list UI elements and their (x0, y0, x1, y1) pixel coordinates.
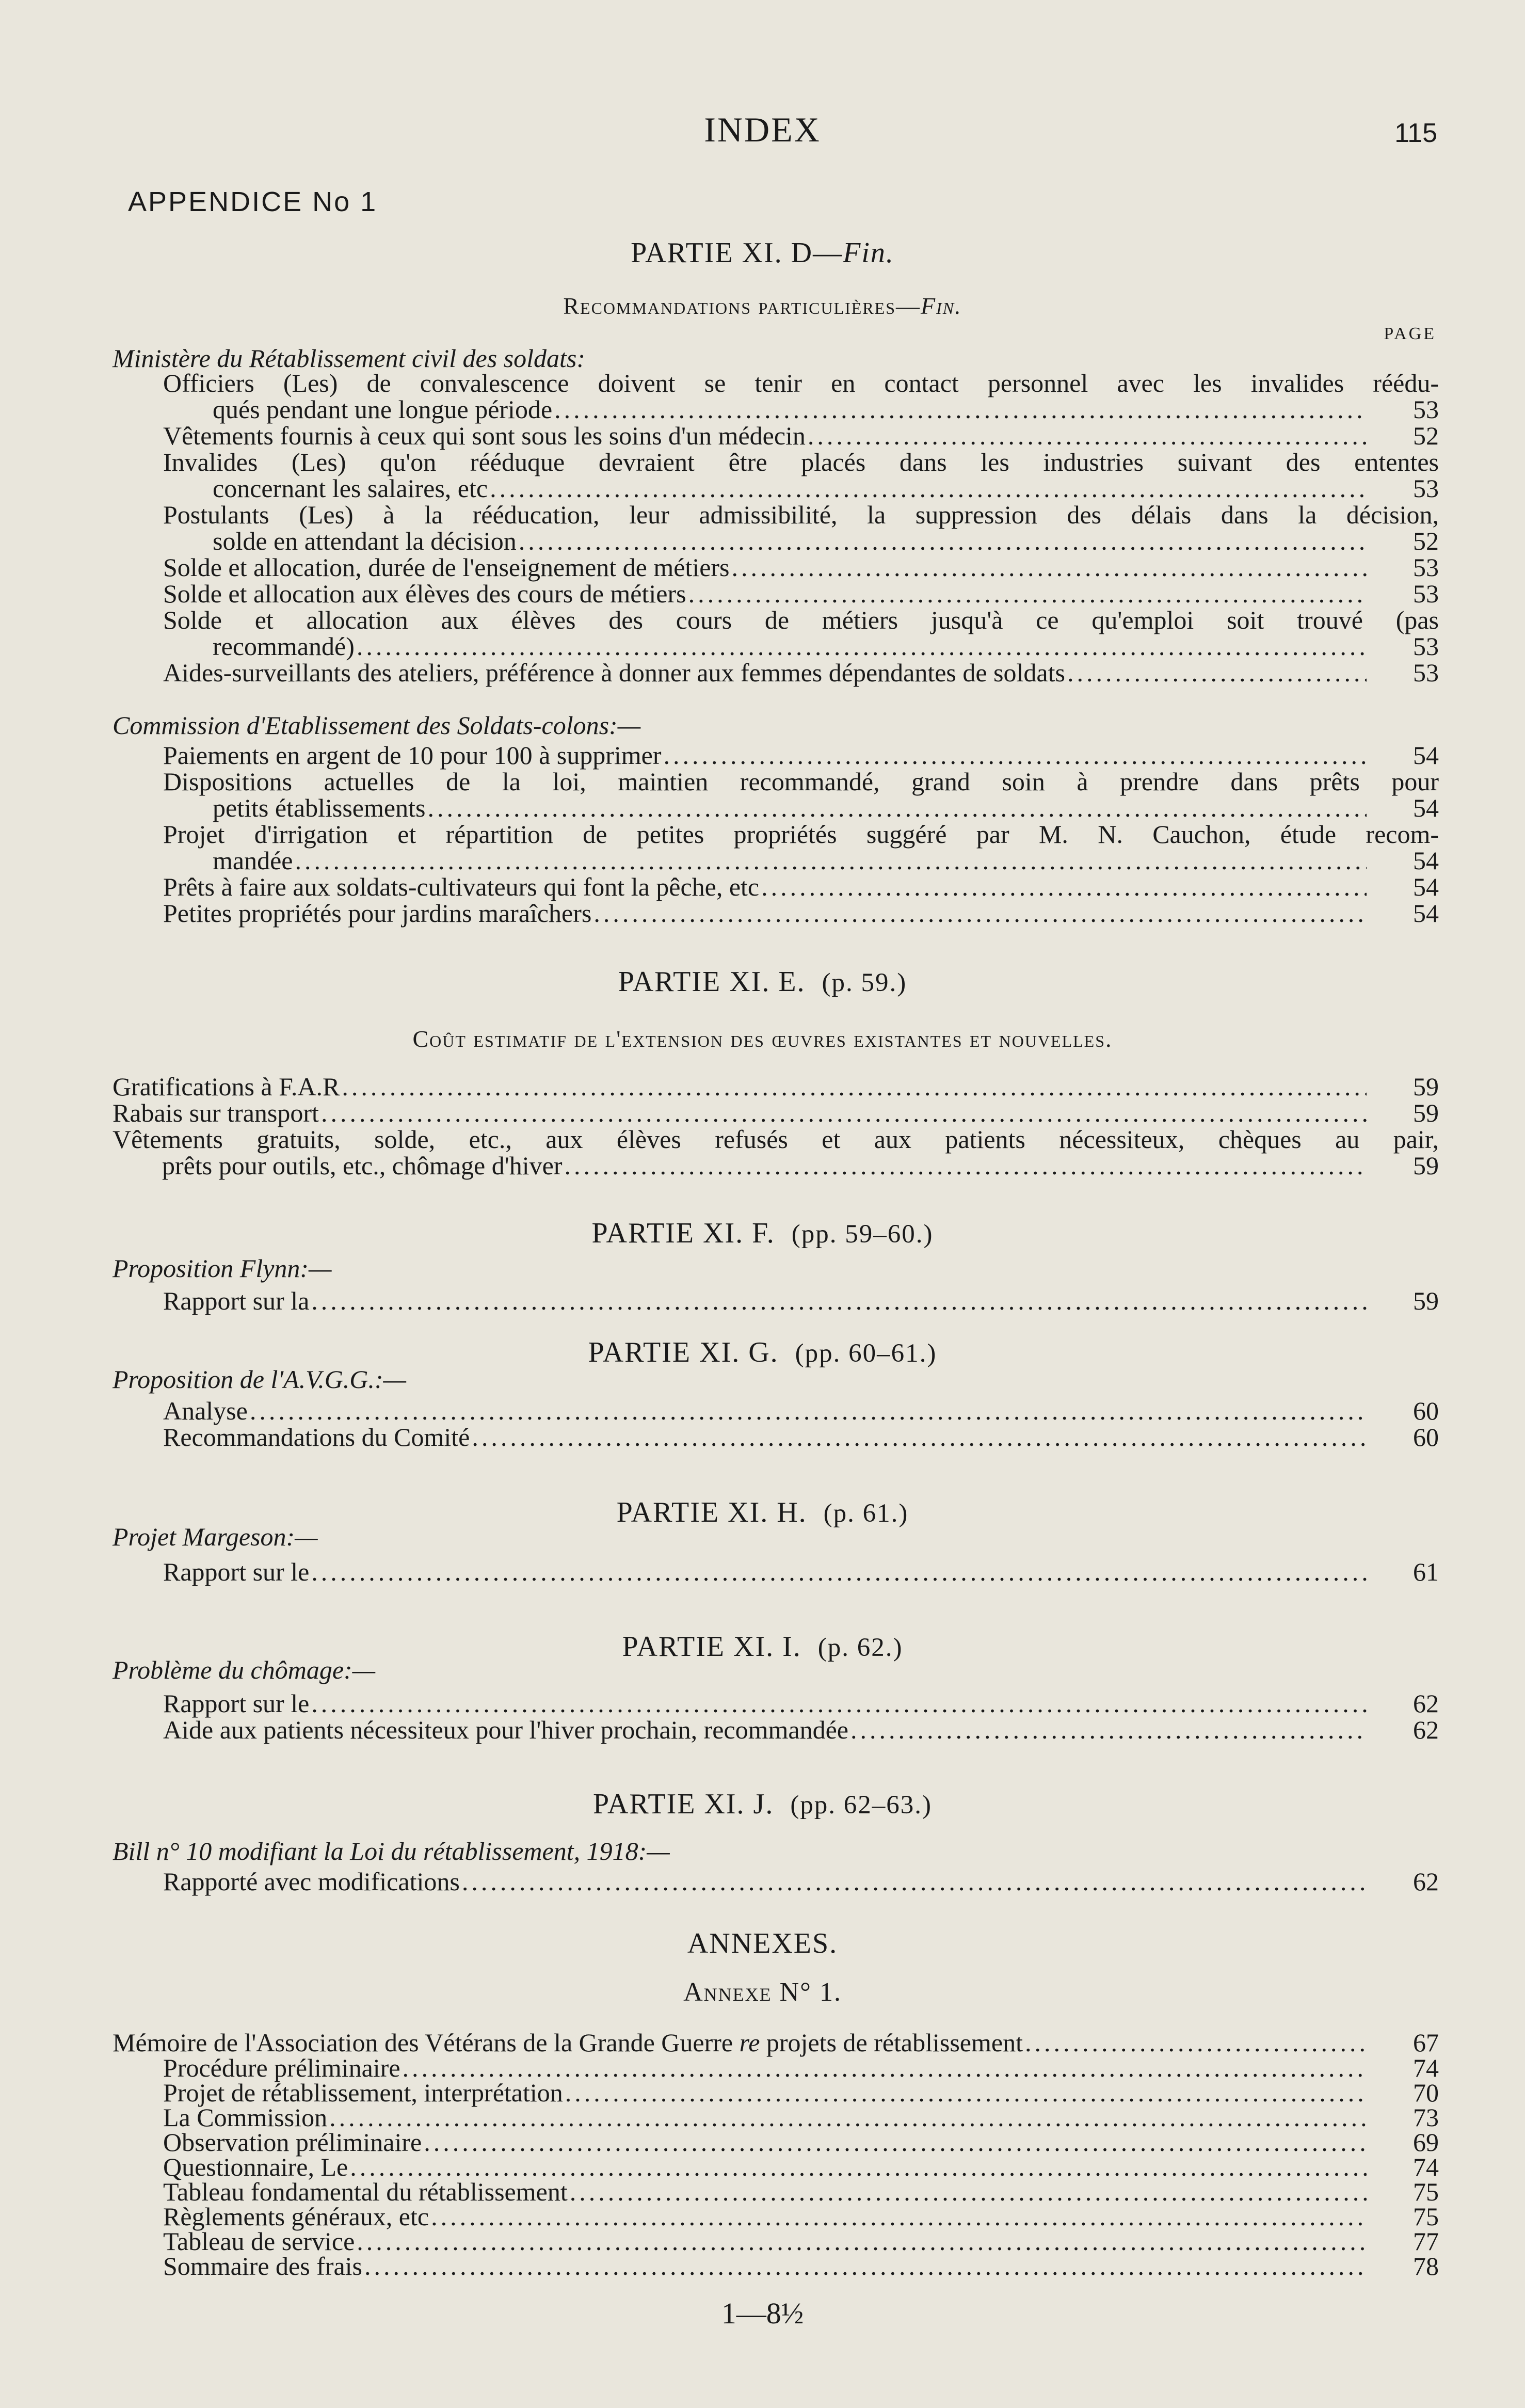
entry-line (163, 900, 1439, 927)
index-entry (163, 900, 1439, 927)
part-d-subheading-fin: Fin. (921, 293, 962, 319)
entry-text: Observation préliminaire (163, 2128, 422, 2157)
entry-text: Paiements en argent de 10 pour 100 à supprimer (163, 741, 662, 770)
entry-line (163, 795, 1439, 821)
part-page-ref: (pp. 62–63.) (790, 1791, 933, 1820)
entry-page: 54 (1413, 741, 1439, 770)
index-entry (163, 821, 1439, 874)
entry-page: 59 (1413, 1072, 1439, 1101)
entry-text: Recommandations du Comité (163, 1423, 470, 1452)
part-heading-text: PARTIE XI. J. (592, 1788, 774, 1820)
part-e-heading (0, 965, 1525, 998)
entry-page: 53 (1413, 474, 1439, 503)
entry-page: 54 (1413, 899, 1439, 928)
entry-line (163, 742, 1439, 769)
part-heading-text: PARTIE XI. F. (591, 1217, 775, 1249)
entry-text: mandée (213, 846, 293, 875)
entry-line (163, 528, 1439, 554)
entry-line (113, 1100, 1439, 1126)
index-entry (163, 1691, 1439, 1717)
entry-text-part: projets de rétablissement (760, 2028, 1023, 2057)
annexe-item (163, 2152, 1439, 2181)
entry-text-part: re (739, 2028, 760, 2057)
entry-line (163, 1691, 1439, 1717)
entry-page: 73 (1413, 2103, 1439, 2132)
entry-text: Aides-surveillants des ateliers, préférence à donner aux femmes dépendantes de soldats (163, 658, 1065, 687)
annexe-item (163, 2179, 1439, 2204)
entry-page: 70 (1413, 2078, 1439, 2107)
page-title: INDEX (704, 110, 821, 149)
index-entry (163, 742, 1439, 769)
entry-text: concernant les salaires, etc (213, 474, 488, 503)
entry-text: prêts pour outils, etc., chômage d'hiver (162, 1151, 563, 1180)
annexe-item-list (163, 2053, 1439, 2281)
entry-line (163, 1398, 1439, 1424)
entry-line: Solde et allocation aux élèves des cours de métiers jusqu'à ce qu'emploi soit trouvé (pas (163, 605, 1439, 634)
entry-page: 52 (1413, 421, 1439, 450)
annexe-item (163, 2130, 1439, 2155)
entry-line (163, 396, 1439, 423)
entry-text (113, 2030, 1025, 2056)
entry-page: 52 (1413, 527, 1439, 555)
entry-page: 53 (1413, 395, 1439, 424)
index-entry (163, 1869, 1439, 1895)
part-d-subheading-text: Recommandations particulières— (563, 293, 921, 319)
entry-text: Rapport sur le (163, 1557, 310, 1586)
appendix-label: APPENDICE No 1 (128, 186, 378, 217)
index-entry (163, 370, 1439, 423)
section-title: Commission d'Etablissement des Soldats-colons:— (113, 711, 641, 740)
index-entry (163, 660, 1439, 686)
entry-page: 62 (1413, 1689, 1439, 1718)
entry-page: 53 (1413, 553, 1439, 582)
index-entry (113, 1074, 1439, 1100)
entry-line: Vêtements gratuits, solde, etc., aux élèves refusés et aux patients nécessiteux, chèques au pair, (113, 1125, 1439, 1154)
entry-line (163, 475, 1439, 502)
entry-text: Solde et allocation aux élèves des cours de métiers (163, 579, 686, 608)
entry-page: 60 (1413, 1423, 1439, 1452)
entry-page: 60 (1413, 1396, 1439, 1425)
entry-line (163, 1288, 1439, 1314)
entry-text: Petites propriétés pour jardins maraîchers (163, 899, 592, 928)
entry-text: Rapporté avec modifications (163, 1867, 460, 1896)
entry-page: 53 (1413, 658, 1439, 687)
part-heading-text: PARTIE XI. I. (622, 1631, 801, 1663)
part-j-heading (0, 1788, 1525, 1821)
annexe-item (163, 2252, 1439, 2281)
entry-line (163, 1869, 1439, 1895)
entry-page: 53 (1413, 632, 1439, 661)
index-entry (163, 423, 1439, 449)
entry-text: Procédure préliminaire (163, 2053, 400, 2082)
entry-line (113, 2030, 1439, 2056)
signature-mark: 1—8½ (721, 2297, 804, 2330)
part-d-heading-fin: Fin. (843, 237, 894, 269)
index-entry (163, 1398, 1439, 1424)
entry-page: 67 (1413, 2028, 1439, 2057)
annexe-subheading: Annexe N° 1. (683, 1978, 842, 2007)
entry-text: La Commission (163, 2103, 328, 2132)
index-entry (113, 2030, 1439, 2056)
index-entry (163, 607, 1439, 660)
entry-page: 74 (1413, 2053, 1439, 2082)
entry-line (163, 1424, 1439, 1450)
entry-line: Projet d'irrigation et répartition de petites propriétés suggéré par M. N. Cauchon, étude recom- (163, 820, 1439, 849)
entry-text: Solde et allocation, durée de l'enseignement de métiers (163, 553, 730, 582)
entry-text: Aide aux patients nécessiteux pour l'hiver prochain, recommandée (163, 1715, 848, 1744)
part-page-ref: (pp. 60–61.) (795, 1339, 937, 1368)
entry-text: petits établissements (213, 793, 426, 822)
entry-page: 62 (1413, 1715, 1439, 1744)
entry-page: 74 (1413, 2152, 1439, 2181)
entry-text: Rabais sur transport (113, 1098, 319, 1127)
entry-line (163, 660, 1439, 686)
entry-line (163, 423, 1439, 449)
entry-text-part: Mémoire de l'Association des Vétérans de la Grande Guerre (113, 2028, 740, 2057)
entry-line (163, 581, 1439, 607)
part-heading-text: PARTIE XI. G. (588, 1336, 779, 1368)
entry-text: Rapport sur le (163, 1689, 310, 1718)
entry-line (113, 1074, 1439, 1100)
entry-page: 54 (1413, 846, 1439, 875)
entry-text: Gratifications à F.A.R (113, 1072, 340, 1101)
part-page-ref: (p. 62.) (817, 1633, 903, 1662)
page-number: 115 (1394, 118, 1437, 148)
index-entry (113, 1100, 1439, 1126)
entry-text: Tableau de service (163, 2227, 355, 2256)
section-title: Projet Margeson:— (113, 1522, 318, 1551)
entry-text: solde en attendant la décision (213, 527, 517, 555)
index-entry (163, 769, 1439, 821)
entry-page: 59 (1413, 1151, 1439, 1180)
index-entry (163, 502, 1439, 554)
entry-page: 54 (1413, 793, 1439, 822)
entry-page: 77 (1413, 2227, 1439, 2256)
entry-text: qués pendant une longue période (213, 395, 553, 424)
index-entry (163, 554, 1439, 581)
part-page-ref: (pp. 59–60.) (791, 1220, 934, 1249)
entry-page: 78 (1413, 2252, 1439, 2281)
entry-text: Questionnaire, Le (163, 2152, 348, 2181)
section-title: Ministère du Rétablissement civil des soldats: (113, 344, 586, 373)
entry-line: Invalides (Les) qu'on rééduque devraient être placés dans les industries suivant des ententes (163, 448, 1439, 476)
entry-text: Rapport sur la (163, 1286, 310, 1315)
part-d-heading-text: PARTIE XI. D— (631, 237, 843, 269)
entry-line: Dispositions actuelles de la loi, maintien recommandé, grand soin à prendre dans prêts pour (163, 767, 1439, 796)
entry-line (163, 848, 1439, 874)
entry-line (163, 633, 1439, 660)
entry-text: Règlements généraux, etc (163, 2202, 429, 2231)
index-entry (163, 1288, 1439, 1314)
part-page-ref: (p. 59.) (822, 968, 907, 997)
index-entry (163, 1717, 1439, 1743)
entry-text: Tableau fondamental du rétablissement (163, 2177, 568, 2206)
entry-text: Prêts à faire aux soldats-cultivateurs qui font la pêche, etc (163, 872, 760, 901)
entry-line (163, 1559, 1439, 1585)
index-entry (163, 1559, 1439, 1585)
entry-page: 61 (1413, 1557, 1439, 1586)
section-title: Bill n° 10 modifiant la Loi du rétablissement, 1918:— (113, 1837, 670, 1865)
entry-line: Postulants (Les) à la rééducation, leur admissibilité, la suppression des délais dans la décision, (163, 500, 1439, 529)
entry-line (163, 1717, 1439, 1743)
part-f-heading (0, 1217, 1525, 1250)
index-entry (113, 1126, 1439, 1179)
entry-page: 75 (1413, 2177, 1439, 2206)
entry-text: Analyse (163, 1396, 248, 1425)
part-heading-text: PARTIE XI. H. (616, 1496, 807, 1528)
annexe-item (163, 2105, 1439, 2130)
entry-page: 59 (1413, 1286, 1439, 1315)
entry-text: Projet de rétablissement, interprétation (163, 2078, 563, 2107)
section-title: Proposition Flynn:— (113, 1254, 332, 1283)
entry-line (113, 1153, 1439, 1179)
part-d-subheading (0, 292, 1525, 320)
entry-page: 53 (1413, 579, 1439, 608)
part-e-subheading: Coût estimatif de l'extension des œuvres existantes et nouvelles. (412, 1026, 1113, 1052)
annexe-item (163, 2080, 1439, 2105)
entry-text: Vêtements fournis à ceux qui sont sous les soins d'un médecin (163, 421, 806, 450)
part-heading-text: PARTIE XI. E. (618, 966, 806, 998)
section-title: Problème du chômage:— (113, 1655, 376, 1684)
index-entry (163, 581, 1439, 607)
index-entry (163, 1424, 1439, 1450)
entry-line (163, 554, 1439, 581)
page-column-header: PAGE (1384, 324, 1436, 343)
annexes-heading: ANNEXES. (687, 1927, 838, 1959)
entry-line: Officiers (Les) de convalescence doivent se tenir en contact personnel avec les invalides réédu- (163, 369, 1439, 397)
entry-page: 54 (1413, 872, 1439, 901)
entry-page: 69 (1413, 2128, 1439, 2157)
entry-page: 59 (1413, 1098, 1439, 1127)
part-d-heading (0, 236, 1525, 269)
part-page-ref: (p. 61.) (823, 1499, 909, 1528)
annexe-item (163, 2229, 1439, 2254)
annexe-item (163, 2055, 1439, 2080)
entry-text: Sommaire des frais (163, 2252, 363, 2281)
section-title: Proposition de l'A.V.G.G.:— (113, 1365, 407, 1394)
entry-line (163, 874, 1439, 900)
index-entry (163, 449, 1439, 502)
annexe-item (163, 2204, 1439, 2229)
index-entry (163, 874, 1439, 900)
entry-page: 62 (1413, 1867, 1439, 1896)
entry-text: recommandé) (213, 632, 355, 661)
entry-page: 75 (1413, 2202, 1439, 2231)
